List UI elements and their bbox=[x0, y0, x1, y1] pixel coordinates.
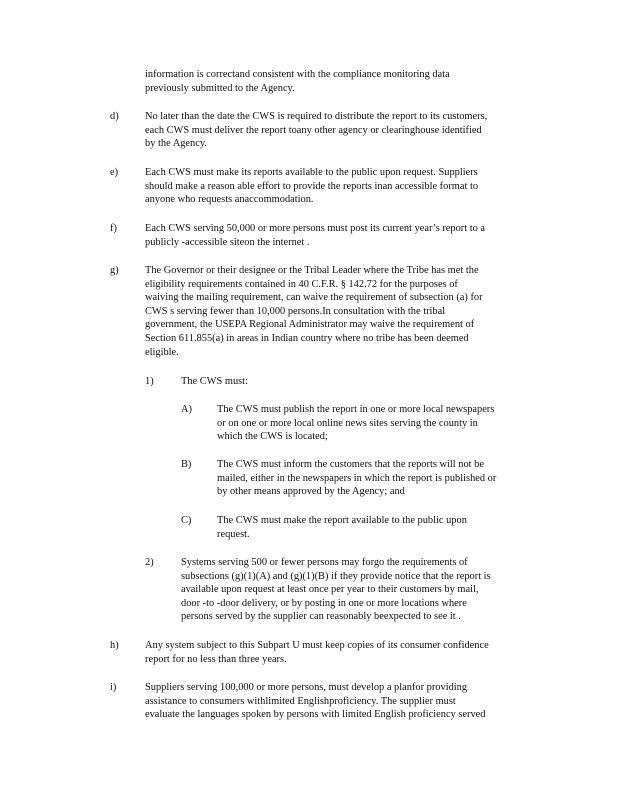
text-line: The CWS must: bbox=[181, 376, 248, 387]
text-line: publicly -accessible siteon the internet . bbox=[145, 236, 310, 248]
subsubitem-C-paragraph bbox=[217, 514, 467, 541]
subsubitem-label-C: C) bbox=[181, 515, 192, 526]
text-line: Each CWS serving 50,000 or more persons must post its current year’s report to a bbox=[145, 223, 486, 234]
text-line: available upon request at least once per year to their customers by mail, bbox=[181, 584, 479, 596]
text-line: The Governor or their designee or the Tribal Leader where the Tribe has met the bbox=[145, 265, 479, 276]
text-line: door -to -door delivery, or by posting in one or more locations where bbox=[181, 597, 467, 609]
subsubitem-A-paragraph bbox=[217, 403, 494, 444]
text-line: assistance to consumers withlimited Englishproficiency. The supplier must bbox=[145, 695, 456, 707]
text-line: report for no less than three years. bbox=[145, 653, 287, 665]
text-line: government, the USEPA Regional Administrator may waive the requirement of bbox=[145, 319, 475, 331]
text-line: eligibility requirements contained in 40 C.F.R. § 142.72 for the purposes of bbox=[145, 278, 458, 290]
text-line: CWS s serving fewer than 10,000 persons.In consultation with the tribal bbox=[145, 305, 446, 317]
text-line: The CWS must make the report available to the public upon bbox=[217, 515, 467, 526]
text-line: by the Agency. bbox=[145, 138, 207, 150]
text-line: Section 611.855(a) in areas in Indian country where no tribe has been deemed bbox=[145, 332, 469, 344]
item-label-f: f) bbox=[110, 223, 117, 234]
text-line: persons served by the supplier can reasonably beexpected to see it . bbox=[181, 611, 461, 623]
item-d-paragraph bbox=[145, 110, 487, 151]
text-line: Each CWS must make its reports available to the public upon request. Suppliers bbox=[145, 167, 478, 178]
text-line: subsections (g)(1)(A) and (g)(1)(B) if they provide notice that the report is bbox=[181, 570, 491, 582]
subitem-label-2: 2) bbox=[145, 557, 154, 568]
text-line: by other means approved by the Agency; and bbox=[217, 486, 405, 498]
item-h-paragraph bbox=[145, 639, 489, 666]
text-line: eligible. bbox=[145, 346, 179, 358]
item-label-h: h) bbox=[110, 640, 119, 651]
text-line: Suppliers serving 100,000 or more persons, must develop a planfor providing bbox=[145, 682, 468, 693]
text-line: The CWS must inform the customers that the reports will not be bbox=[217, 459, 484, 470]
item-f-paragraph bbox=[145, 222, 485, 249]
text-line: waiving the mailing requirement, can waive the requirement of subsection (a) for bbox=[145, 292, 483, 304]
subitem-1-paragraph bbox=[181, 375, 248, 389]
continuation-paragraph bbox=[145, 68, 450, 95]
item-i-paragraph bbox=[145, 681, 486, 722]
text-line: which the CWS is located; bbox=[217, 431, 328, 443]
text-line: mailed, either in the newspapers in which the report is published or bbox=[217, 472, 497, 484]
text-line: information is correctand consistent with the compliance monitoring data bbox=[145, 69, 450, 80]
item-g-paragraph bbox=[145, 264, 483, 359]
item-e-paragraph bbox=[145, 166, 478, 207]
text-line: Systems serving 500 or fewer persons may forgo the requirements of bbox=[181, 557, 468, 568]
subitem-label-1: 1) bbox=[145, 376, 154, 387]
text-line: previously submitted to the Agency. bbox=[145, 82, 295, 94]
item-label-i: i) bbox=[110, 682, 117, 693]
subitem-2-paragraph bbox=[181, 556, 491, 624]
text-line: Any system subject to this Subpart U must keep copies of its consumer confidence bbox=[145, 640, 489, 651]
text-line: or on one or more local online news sites serving the county in bbox=[217, 417, 478, 429]
item-label-g: g) bbox=[110, 265, 119, 276]
text-line: each CWS must deliver the report toany other agency or clearinghouse identified bbox=[145, 124, 482, 136]
text-line: request. bbox=[217, 528, 250, 540]
subsubitem-label-A: A) bbox=[181, 404, 192, 415]
text-line: anyone who requests anaccommodation. bbox=[145, 194, 314, 206]
item-label-d: d) bbox=[110, 111, 119, 122]
subsubitem-B-paragraph bbox=[217, 458, 496, 499]
subsubitem-label-B: B) bbox=[181, 459, 192, 470]
item-label-e: e) bbox=[110, 167, 119, 178]
text-line: evaluate the languages spoken by persons with limited English proficiency served bbox=[145, 709, 486, 721]
text-line: should make a reason able effort to provide the reports inan accessible format to bbox=[145, 180, 479, 192]
text-line: No later than the date the CWS is required to distribute the report to its customers, bbox=[145, 111, 488, 122]
text-line: The CWS must publish the report in one or more local newspapers bbox=[217, 404, 495, 415]
